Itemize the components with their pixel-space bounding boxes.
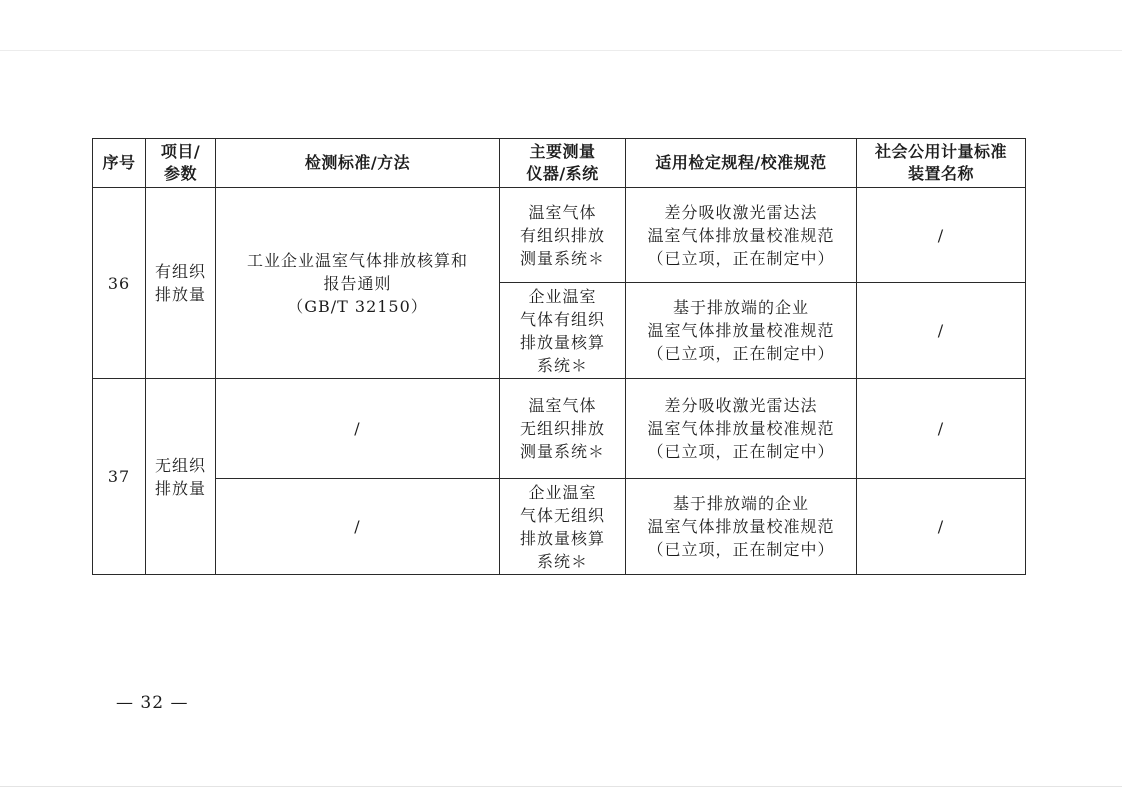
table-row <box>93 188 1026 283</box>
cell-method: / <box>216 479 500 575</box>
cell-item: 有组织 排放量 <box>146 188 216 379</box>
cell-instrument: 企业温室 气体有组织 排放量核算 系统＊ <box>500 283 626 379</box>
cell-method: 工业企业温室气体排放核算和 报告通则 （GB/T 32150） <box>216 188 500 379</box>
cell-method: / <box>216 379 500 479</box>
table-header-row <box>93 139 1026 188</box>
bottom-rule <box>0 786 1122 787</box>
cell-regulation: 基于排放端的企业 温室气体排放量校准规范 （已立项，正在制定中） <box>626 283 857 379</box>
cell-regulation: 基于排放端的企业 温室气体排放量校准规范 （已立项，正在制定中） <box>626 479 857 575</box>
cell-item: 无组织 排放量 <box>146 379 216 575</box>
cell-instrument: 温室气体 无组织排放 测量系统＊ <box>500 379 626 479</box>
cell-device: / <box>857 479 1026 575</box>
cell-device: / <box>857 379 1026 479</box>
header-device: 社会公用计量标准 装置名称 <box>857 139 1026 188</box>
cell-instrument: 温室气体 有组织排放 测量系统＊ <box>500 188 626 283</box>
header-instrument: 主要测量 仪器/系统 <box>500 139 626 188</box>
header-regulation: 适用检定规程/校准规范 <box>626 139 857 188</box>
cell-regulation: 差分吸收激光雷达法 温室气体排放量校准规范 （已立项，正在制定中） <box>626 379 857 479</box>
cell-seq: 36 <box>93 188 146 379</box>
cell-device: / <box>857 283 1026 379</box>
header-seq: 序号 <box>93 139 146 188</box>
cell-device: / <box>857 188 1026 283</box>
page-number: — 32 — <box>116 693 189 713</box>
standards-table <box>92 138 1026 575</box>
top-rule <box>0 50 1122 51</box>
table-row <box>93 379 1026 479</box>
cell-seq: 37 <box>93 379 146 575</box>
cell-regulation: 差分吸收激光雷达法 温室气体排放量校准规范 （已立项，正在制定中） <box>626 188 857 283</box>
header-item: 项目/ 参数 <box>146 139 216 188</box>
header-method: 检测标准/方法 <box>216 139 500 188</box>
table-row <box>93 479 1026 575</box>
cell-instrument: 企业温室 气体无组织 排放量核算 系统＊ <box>500 479 626 575</box>
